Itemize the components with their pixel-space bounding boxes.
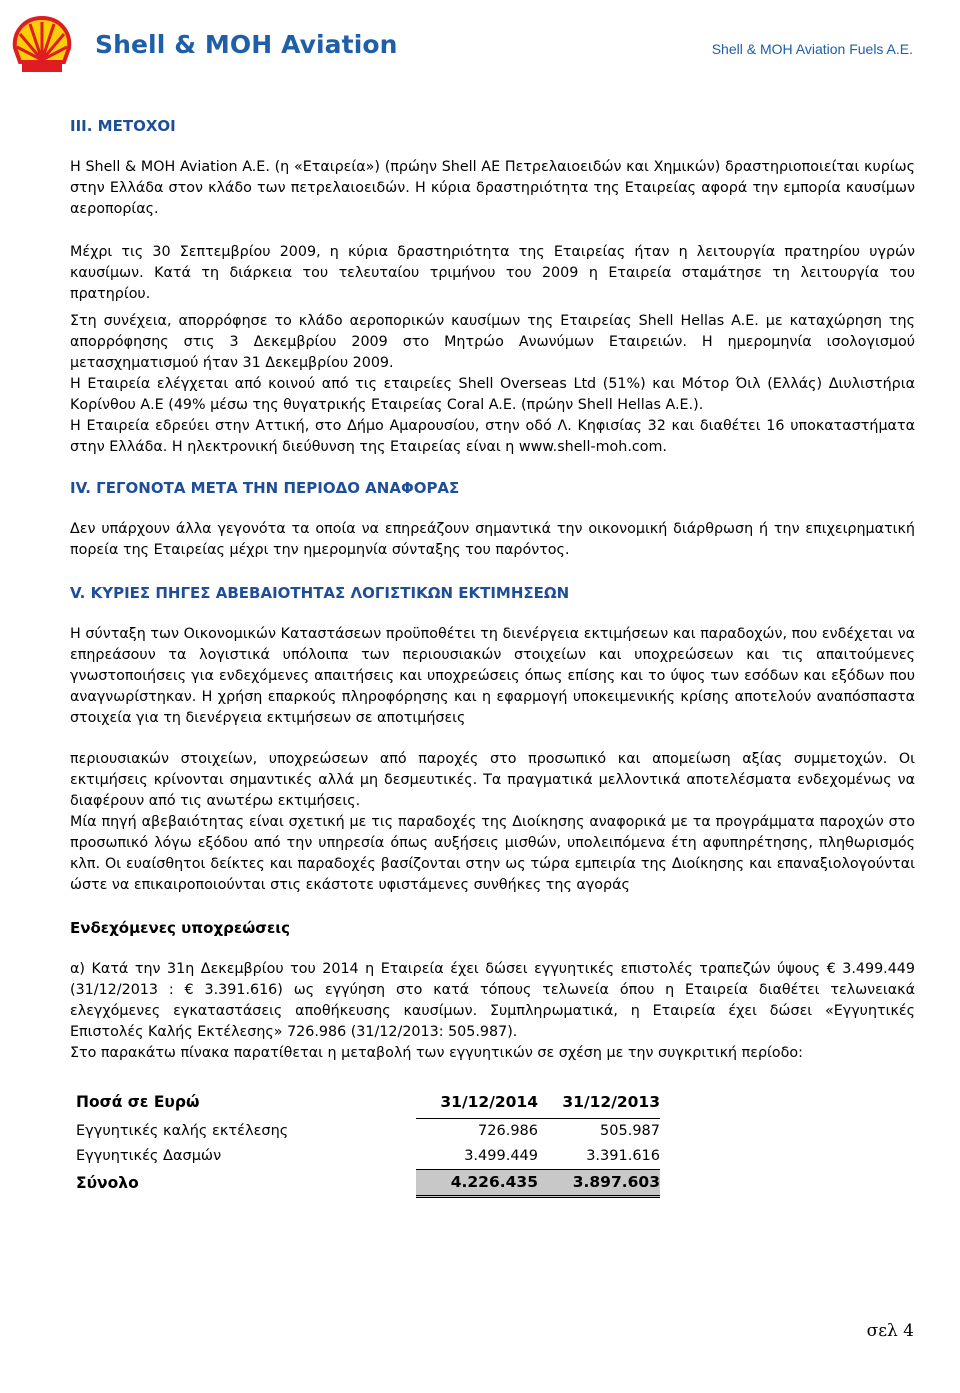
row-value-2014: 3.499.449 [464, 1148, 538, 1164]
table-header-2014: 31/12/2014 [416, 1086, 538, 1119]
table-header-2013: 31/12/2013 [538, 1086, 660, 1119]
row-value-2014: 726.986 [478, 1123, 538, 1139]
total-label: Σύνολο [76, 1173, 139, 1192]
table-total-row [76, 1170, 660, 1197]
section-3-paragraph-5: Η Εταιρεία εδρεύει στην Αττική, στο Δήμο Αμαρουσίου, στην οδό Λ. Κηφισίας 32 και διαθέτει 16 υποκαταστήματα στην Ελλάδα. Η ηλεκτρονική διεύθυνση της Εταιρείας είναι η www.shell-moh.com. [70, 418, 915, 455]
section-4-title: IV. ΓΕΓΟΝΟΤΑ ΜΕΤΑ ΤΗΝ ΠΕΡΙΟΔΟ ΑΝΑΦΟΡΑΣ [70, 479, 460, 497]
section-4-paragraph-1: Δεν υπάρχουν άλλα γεγονότα τα οποία να επηρεάζουν σημαντικά την οικονομική διάρθρωση ή την επιχειρηματική πορεία της Εταιρείας μέχρι την ημερομηνία σύνταξης του παρόντος. [70, 521, 915, 558]
section-5-paragraph-2: περιουσιακών στοιχείων, υποχρεώσεων από παροχές στο προσωπικό και απομείωση αξίας συμμετοχών. Οι εκτιμήσεις κρίνονται σημαντικές αλλά μη δεσμευτικές. Τα πραγματικά μελλοντικά αποτελέσματα ενδεχομένως να διαφέρουν από τις ανωτέρω εκτιμήσεις. [70, 751, 915, 809]
page-number: σελ 4 [866, 1321, 914, 1341]
table-row [76, 1119, 660, 1145]
page-header [0, 0, 960, 86]
row-label: Εγγυητικές καλής εκτέλεσης [76, 1122, 289, 1139]
guarantees-table [76, 1086, 660, 1198]
contingent-paragraph-2: Στο παρακάτω πίνακα παρατίθεται η μεταβολή των εγγυητικών σε σχέση με την συγκριτική περίοδο: [70, 1045, 803, 1061]
shell-pecten-icon [10, 14, 74, 76]
section-3-title: III. ΜΕΤΟΧΟΙ [70, 117, 176, 135]
company-name: Shell & MOH Aviation Fuels A.E. [711, 41, 913, 57]
row-label: Εγγυητικές Δασμών [76, 1148, 222, 1165]
brand-name: Shell & MOH Aviation [95, 30, 398, 59]
contingent-liabilities-title: Ενδεχόμενες υποχρεώσεις [70, 919, 291, 937]
contingent-paragraph-1: α) Κατά την 31η Δεκεμβρίου του 2014 η Εταιρεία έχει δώσει εγγυητικές επιστολές τραπεζών ύψους € 3.499.449 (31/12/2013 : € 3.391.616) ως εγγύηση στο κατά τόπους τελωνεία όπου η Εταιρεία διαθέτει τελωνειακά ελεγχόμενες εγκαταστάσεις αποθήκευσης καυσίμων. Συμπληρωματικά, η Εταιρεία έχει δώσει «Εγγυητικές Επιστολές Καλής Εκτέλεσης» 726.986 (31/12/2013: 505.987). [70, 961, 915, 1040]
section-3-paragraph-2: Μέχρι τις 30 Σεπτεμβρίου 2009, η κύρια δραστηριότητα της Εταιρείας ήταν η λειτουργία πρατηρίου υγρών καυσίμων. Κατά τη διάρκεια του τελευταίου τριμήνου του 2009 η Εταιρεία σταμάτησε τη λειτουργία του πρατηρίου. [70, 244, 915, 302]
section-5-paragraph-3: Μία πηγή αβεβαιότητας είναι σχετική με τις παραδοχές της Διοίκησης αναφορικά με τα προγράμματα παροχών στο προσωπικό λόγω εξόδου από την υπηρεσία όπως αυξήσεις μισθών, υπολειπόμενα έτη αφυπηρέτησης, πληθωρισμός κλπ. Οι ευαίσθητοι δείκτες και παραδοχές βασίζονται στην ως τώρα εμπειρία της Διοίκησης και επαναξιολογούνται ώστε να επικαιροποιούνται στις εκάστοτε υφιστάμενες συνθήκες της αγοράς [70, 814, 915, 893]
table-header-label: Ποσά σε Ευρώ [76, 1092, 200, 1111]
row-value-2013: 505.987 [600, 1123, 660, 1139]
section-5-paragraph-1: Η σύνταξη των Οικονομικών Καταστάσεων προϋποθέτει τη διενέργεια εκτιμήσεων και παραδοχών, που ενδέχεται να επηρεάσουν τα λογιστικά υπόλοιπα των περιουσιακών στοιχείων και υποχρεώσεων και τις απαιτούμενες γνωστοποιήσεις για ενδεχόμενες απαιτήσεις και υποχρεώσεις όπως επίσης και το ύψος των εσόδων και εξόδων που αναγνωρίστηκαν. Η χρήση επαρκούς πληροφόρησης και η εφαρμογή υποκειμενικής κρίσης αποτελούν αναπόσπαστα στοιχεία για τη διενέργεια εκτιμήσεων σε αποτιμήσεις [70, 626, 915, 726]
table-header-row [76, 1086, 660, 1119]
section-3-paragraph-4: Η Εταιρεία ελέγχεται από κοινού από τις εταιρείες Shell Overseas Ltd (51%) και Μότορ Όιλ (Ελλάς) Διυλιστήρια Κορίνθου Α.Ε (49% μέσω της θυγατρικής Εταιρείας Coral A.E. (πρώην Shell Hellas A.E.). [70, 376, 915, 413]
section-5-title: V. ΚΥΡΙΕΣ ΠΗΓΕΣ ΑΒΕΒΑΙΟΤΗΤΑΣ ΛΟΓΙΣΤΙΚΩΝ ΕΚΤΙΜΗΣΕΩΝ [70, 584, 570, 602]
section-3-paragraph-3: Στη συνέχεια, απορρόφησε το κλάδο αεροπορικών καυσίμων της Εταιρείας Shell Hellas A.E. με καταχώρηση της απορρόφησης στις 3 Δεκεμβρίου 2009 στο Μητρώο Ανωνύμων Εταιρειών. Η ημερομηνία ισολογισμού μετασχηματισμού ήταν 31 Δεκεμβρίου 2009. [70, 313, 915, 371]
row-value-2013: 3.391.616 [586, 1148, 660, 1164]
total-value-2013: 3.897.603 [538, 1170, 660, 1197]
section-3-paragraph-1: Η Shell & MOH Aviation A.E. (η «Εταιρεία») (πρώην Shell AE Πετρελαιοειδών και Χημικών) δραστηριοποιείται κυρίως στην Ελλάδα στον κλάδο των πετρελαιοειδών. Η κύρια δραστηριότητα της Εταιρείας αφορά την εμπορία καυσίμων αεροπορίας. [70, 159, 915, 217]
total-value-2014: 4.226.435 [416, 1170, 538, 1197]
table-row [76, 1144, 660, 1170]
document-body [70, 116, 915, 1198]
